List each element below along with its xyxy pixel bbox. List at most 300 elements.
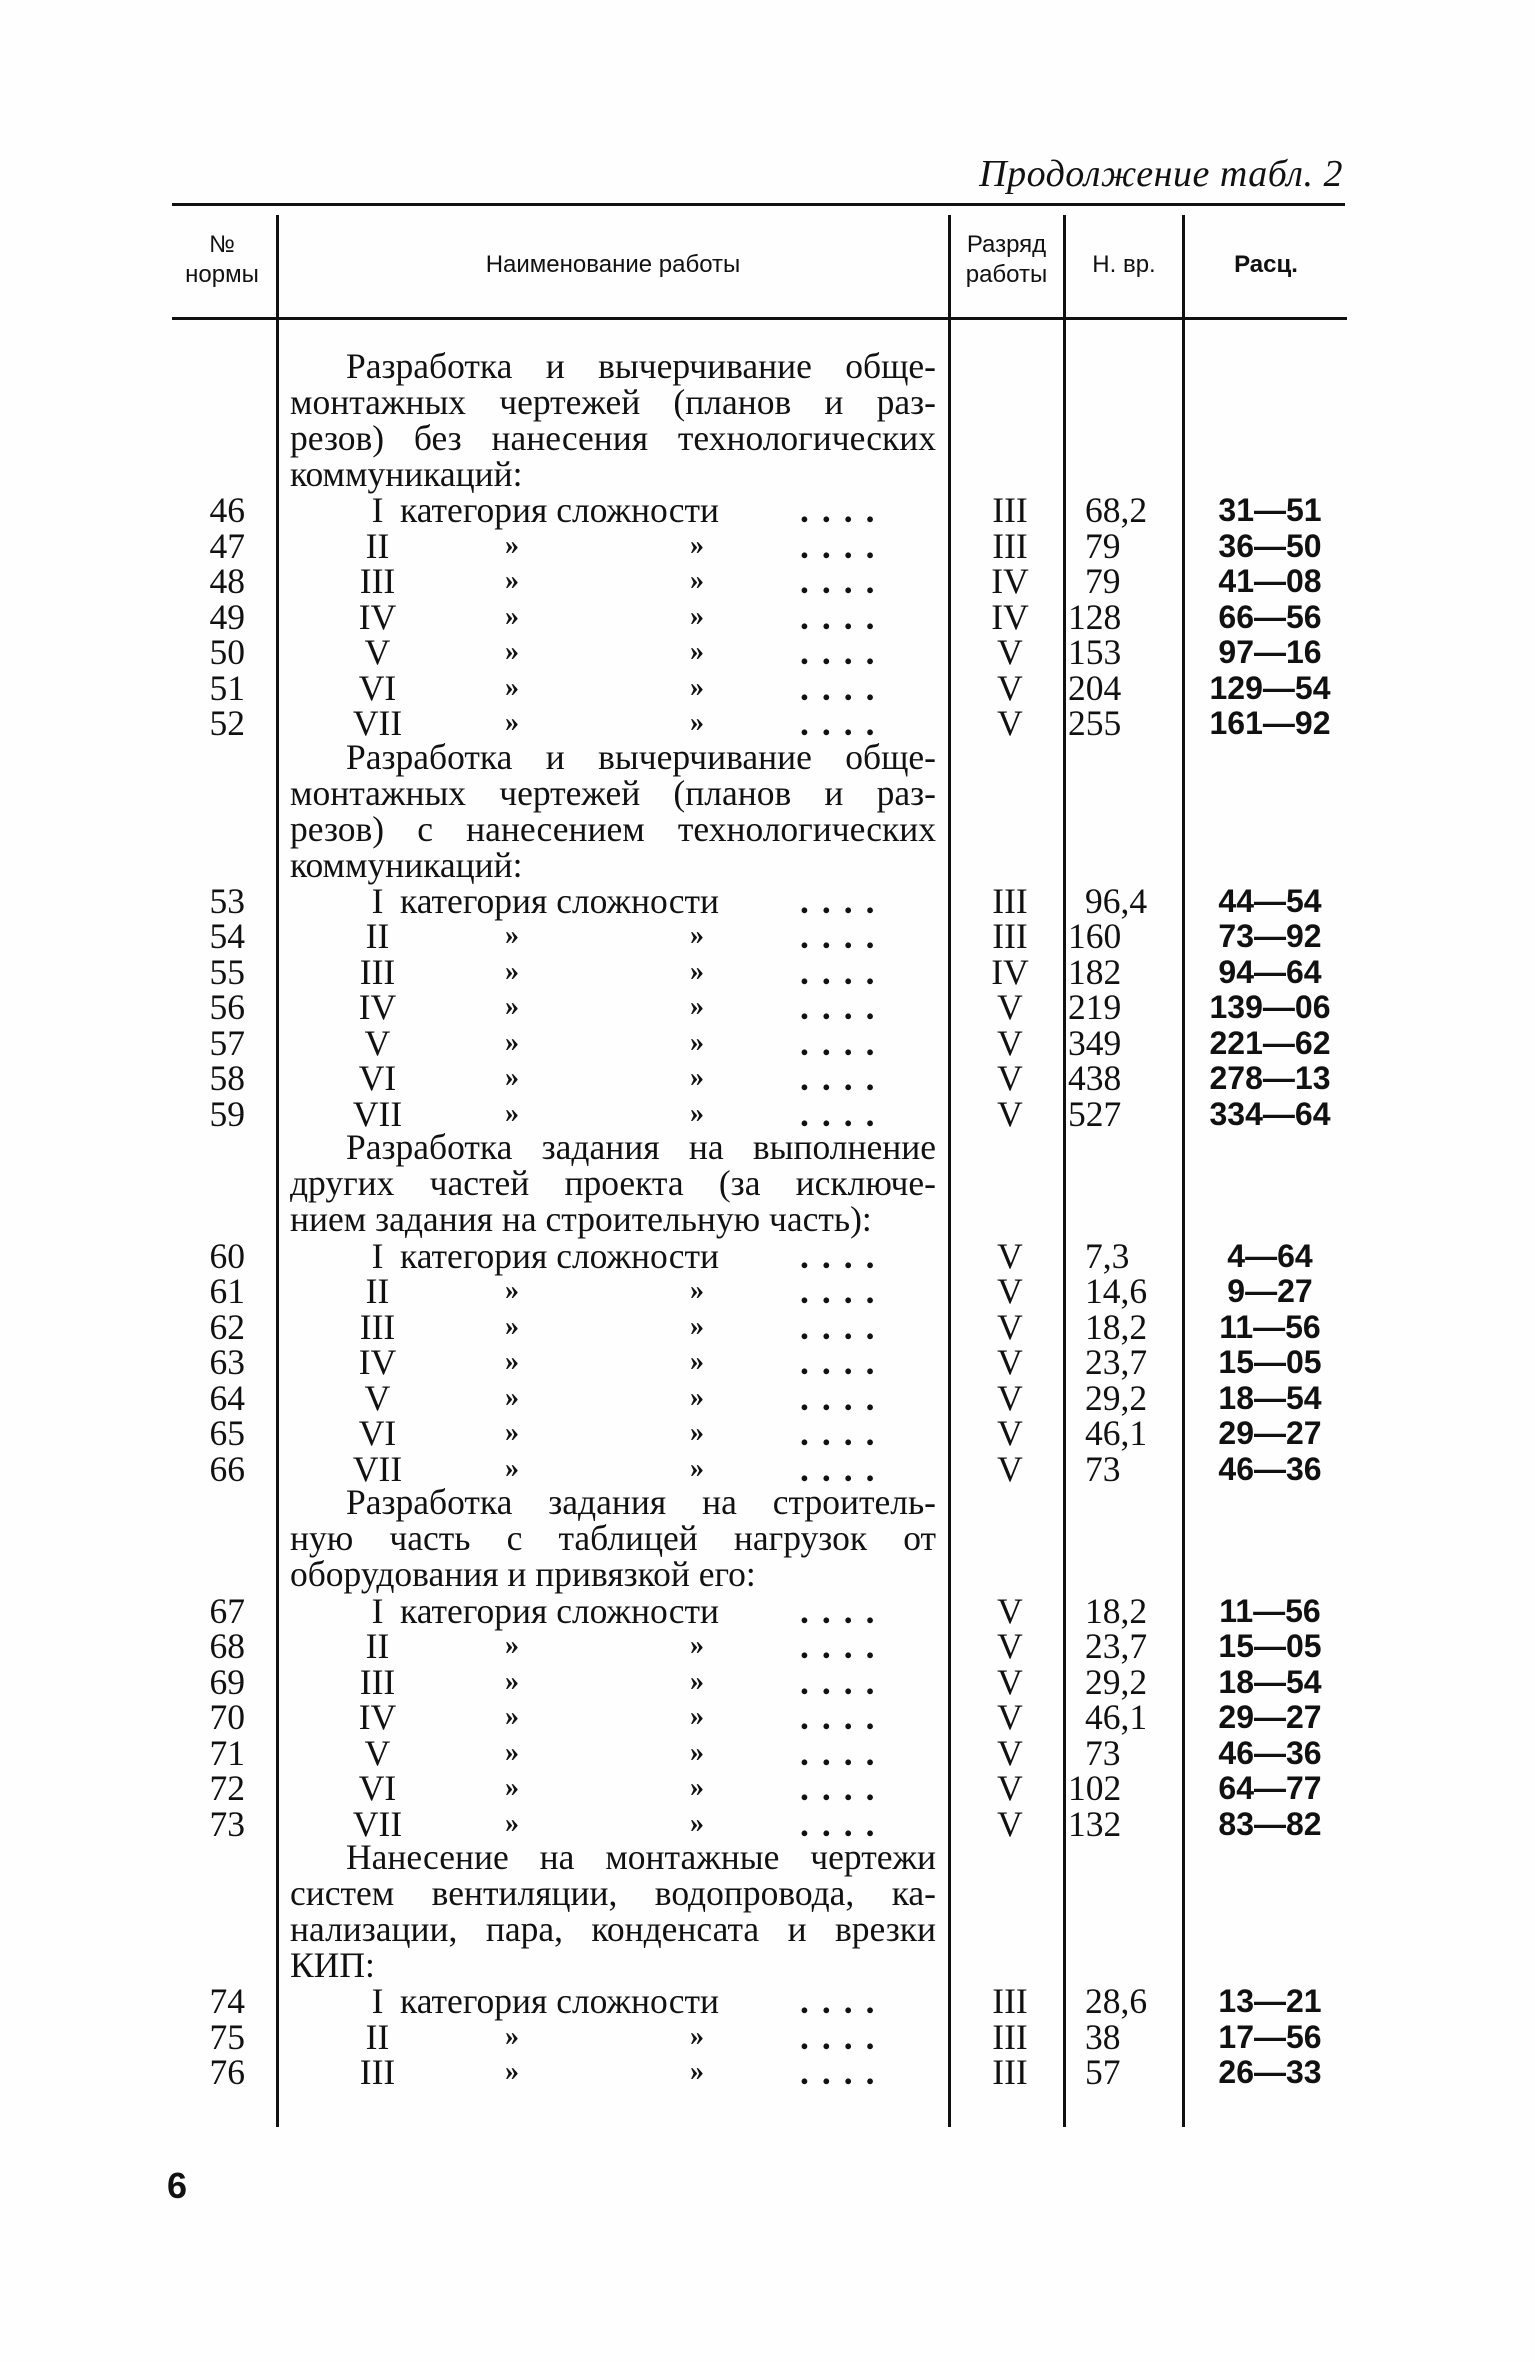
- rate-value: 36—50: [1218, 527, 1322, 564]
- leader-dots: ....: [800, 1022, 888, 1063]
- header-number-line2: нормы: [185, 261, 259, 288]
- work-rank: V: [997, 632, 1023, 672]
- time-norm: 349: [1068, 1022, 1122, 1063]
- ditto-mark: »: [505, 636, 519, 667]
- rate-value: 334—64: [1209, 1095, 1331, 1132]
- ditto-mark: »: [690, 920, 704, 951]
- ditto-mark: »: [690, 1665, 704, 1697]
- norm-number: 69: [209, 1661, 245, 1702]
- ditto-mark: »: [505, 1417, 519, 1448]
- time-norm: 255: [1068, 703, 1122, 743]
- rate-value: 278—13: [1209, 1060, 1331, 1096]
- ditto-mark: »: [690, 636, 704, 667]
- norm-number: 61: [209, 1271, 245, 1311]
- norm-number: 70: [209, 1697, 245, 1737]
- leader-dots: ....: [800, 1661, 888, 1702]
- leader-dots: ....: [800, 1377, 888, 1418]
- norm-number: 59: [209, 1093, 245, 1134]
- ditto-mark: »: [690, 707, 704, 738]
- ditto-mark: »: [505, 920, 519, 951]
- category-label: категория сложности: [400, 490, 719, 530]
- rate-value: 11—56: [1219, 1592, 1321, 1629]
- leader-dots: ....: [800, 1413, 888, 1453]
- work-rank: III: [992, 880, 1028, 921]
- category-cell: [330, 880, 950, 921]
- time-norm: 46,1: [1085, 1413, 1148, 1453]
- rate-value: 97—16: [1218, 634, 1322, 670]
- time-norm: 160: [1068, 916, 1122, 956]
- leader-dots: ....: [800, 2052, 888, 2092]
- ditto-mark: »: [690, 600, 704, 632]
- category-roman: I: [371, 490, 384, 530]
- leader-dots: ....: [800, 525, 888, 566]
- ditto-mark: »: [690, 1026, 704, 1058]
- leader-dots: ....: [800, 1590, 888, 1631]
- ditto-mark: »: [690, 1701, 704, 1732]
- leader-dots: ....: [800, 703, 888, 743]
- work-rank: III: [992, 916, 1028, 956]
- category-cell: [330, 634, 950, 670]
- rate-value: 94—64: [1218, 953, 1322, 990]
- category-roman: I: [371, 1981, 384, 2021]
- work-rank: V: [997, 1697, 1023, 1737]
- rate-value: 64—77: [1218, 1770, 1322, 1806]
- category-roman: VII: [352, 1448, 403, 1489]
- time-norm: 7,3: [1085, 1235, 1130, 1276]
- time-norm: 73: [1085, 1448, 1121, 1489]
- description-line: ную часть с таблицей нагрузок от: [290, 1518, 936, 1558]
- category-label: категория сложности: [400, 1235, 719, 1276]
- work-rank: IV: [991, 951, 1029, 992]
- description-line: Нанесение на монтажные чертежи: [346, 1837, 936, 1877]
- category-cell: [330, 1770, 950, 1806]
- header-rank: [950, 230, 1063, 290]
- work-rank: V: [997, 1413, 1023, 1453]
- time-norm: 68,2: [1085, 490, 1148, 530]
- ditto-mark: »: [690, 1630, 704, 1661]
- time-norm: 219: [1068, 987, 1122, 1027]
- norm-number: 73: [209, 1803, 245, 1844]
- group-description: [290, 1839, 936, 1983]
- description-line: оборудования и привязкой его:: [290, 1554, 756, 1594]
- norm-number: 47: [209, 525, 245, 566]
- leader-dots: ....: [800, 1768, 888, 1808]
- category-cell: [330, 989, 950, 1025]
- category-roman: IV: [358, 987, 397, 1027]
- norm-number: 54: [209, 916, 245, 956]
- column-divider-1: [276, 215, 279, 2127]
- ditto-mark: »: [690, 1452, 704, 1484]
- category-roman: V: [364, 1732, 391, 1773]
- time-norm: 38: [1085, 2016, 1121, 2057]
- time-norm: 57: [1085, 2052, 1121, 2092]
- category-roman: II: [365, 1626, 390, 1666]
- leader-dots: ....: [800, 1235, 888, 1276]
- rate-value: 4—64: [1227, 1237, 1313, 1274]
- norm-number: 66: [209, 1448, 245, 1489]
- ditto-mark: »: [690, 565, 704, 596]
- leader-dots: ....: [800, 1058, 888, 1098]
- ditto-mark: »: [690, 1381, 704, 1413]
- category-cell: [330, 1060, 950, 1096]
- work-rank: III: [992, 2016, 1028, 2057]
- page-number: 6: [167, 2165, 188, 2206]
- time-norm: 182: [1068, 951, 1122, 992]
- norm-number: 55: [209, 951, 245, 992]
- category-cell: [330, 1699, 950, 1735]
- table-top-rule: [172, 203, 1345, 206]
- ditto-mark: »: [505, 1807, 519, 1839]
- rate-value: 11—56: [1219, 1308, 1321, 1345]
- leader-dots: ....: [800, 1271, 888, 1311]
- norm-number: 58: [209, 1058, 245, 1098]
- category-roman: V: [364, 632, 391, 672]
- time-norm: 79: [1085, 525, 1121, 566]
- category-label: категория сложности: [400, 1590, 719, 1631]
- category-roman: I: [371, 1590, 384, 1631]
- category-cell: [330, 563, 950, 599]
- norm-number: 75: [209, 2016, 245, 2057]
- header-hours: Н. вр.: [1092, 251, 1156, 278]
- norm-number: 52: [209, 703, 245, 743]
- leader-dots: ....: [800, 1093, 888, 1134]
- norm-number: 56: [209, 987, 245, 1027]
- rate-value: 9—27: [1227, 1273, 1313, 1309]
- category-roman: IV: [358, 1342, 397, 1382]
- leader-dots: ....: [800, 2016, 888, 2057]
- category-roman: VI: [358, 1413, 397, 1453]
- description-line: резов) без нанесения технологических: [290, 418, 936, 458]
- norm-number: 71: [209, 1732, 245, 1773]
- category-cell: [330, 1415, 950, 1451]
- ditto-mark: »: [690, 2056, 704, 2087]
- group-description: [290, 1484, 936, 1592]
- leader-dots: ....: [800, 1626, 888, 1666]
- category-roman: VII: [352, 1803, 403, 1844]
- time-norm: 102: [1068, 1768, 1122, 1808]
- work-rank: V: [997, 1661, 1023, 1702]
- category-cell: [330, 1306, 950, 1347]
- ditto-mark: »: [505, 1275, 519, 1306]
- rate-value: 46—36: [1218, 1450, 1322, 1487]
- category-roman: II: [365, 525, 390, 566]
- time-norm: 23,7: [1085, 1626, 1148, 1666]
- category-label: категория сложности: [400, 1981, 719, 2021]
- leader-dots: ....: [800, 951, 888, 992]
- time-norm: 128: [1068, 596, 1122, 637]
- rate-value: 15—05: [1218, 1344, 1322, 1380]
- category-roman: II: [365, 2016, 390, 2057]
- category-roman: VI: [358, 1058, 397, 1098]
- header-name: Наименование работы: [485, 251, 741, 278]
- leader-dots: ....: [800, 1342, 888, 1382]
- header-number-line1: №: [209, 231, 235, 258]
- norm-number: 76: [209, 2052, 245, 2092]
- time-norm: 132: [1068, 1803, 1122, 1844]
- ditto-mark: »: [690, 1275, 704, 1306]
- work-rank: V: [997, 1377, 1023, 1418]
- description-line: нализации, пара, конденсата и врезки: [290, 1909, 936, 1949]
- leader-dots: ....: [800, 1448, 888, 1489]
- category-roman: VI: [358, 667, 397, 708]
- rate-value: 15—05: [1218, 1628, 1322, 1664]
- category-roman: VII: [352, 703, 403, 743]
- work-rank: IV: [991, 561, 1029, 601]
- header-rank-line1: Разряд: [966, 231, 1047, 258]
- description-line: других частей проекта (за исключе-: [290, 1163, 936, 1203]
- time-norm: 28,6: [1085, 1981, 1148, 2021]
- header-pay: Расц.: [1234, 251, 1298, 278]
- rate-value: 17—56: [1218, 2018, 1322, 2055]
- leader-dots: ....: [800, 880, 888, 921]
- ditto-mark: »: [505, 707, 519, 738]
- ditto-mark: »: [505, 1772, 519, 1803]
- rate-value: 18—54: [1218, 1379, 1322, 1416]
- work-rank: V: [997, 1590, 1023, 1631]
- norm-number: 63: [209, 1342, 245, 1382]
- time-norm: 29,2: [1085, 1661, 1148, 1702]
- norm-number: 50: [209, 632, 245, 672]
- category-roman: IV: [358, 596, 397, 637]
- category-cell: [330, 1983, 950, 2019]
- work-rank: V: [997, 1022, 1023, 1063]
- ditto-mark: »: [505, 1310, 519, 1342]
- time-norm: 79: [1085, 561, 1121, 601]
- rate-value: 26—33: [1218, 2054, 1322, 2090]
- ditto-mark: »: [505, 1630, 519, 1661]
- ditto-mark: »: [505, 1452, 519, 1484]
- ditto-mark: »: [505, 2056, 519, 2087]
- leader-dots: ....: [800, 490, 888, 530]
- table-caption: Продолжение табл. 2: [979, 153, 1343, 195]
- norm-number: 67: [209, 1590, 245, 1631]
- time-norm: 153: [1068, 632, 1122, 672]
- norm-number: 46: [209, 490, 245, 530]
- category-cell: [330, 1590, 950, 1631]
- norm-number: 68: [209, 1626, 245, 1666]
- category-cell: [330, 1732, 950, 1773]
- rate-value: 161—92: [1209, 705, 1331, 741]
- description-line: Разработка и вычерчивание обще-: [346, 736, 936, 777]
- description-line: Разработка задания на выполнение: [346, 1127, 936, 1167]
- rate-value: 66—56: [1218, 598, 1322, 635]
- work-rank: III: [992, 2052, 1028, 2092]
- work-rank: V: [997, 1448, 1023, 1489]
- rate-value: 83—82: [1218, 1805, 1322, 1842]
- work-rank: V: [997, 1093, 1023, 1134]
- rate-value: 29—27: [1218, 1699, 1322, 1735]
- rate-value: 73—92: [1218, 918, 1322, 954]
- group-description: [290, 1129, 936, 1237]
- category-cell: [330, 951, 950, 992]
- ditto-mark: »: [690, 1097, 704, 1129]
- norm-number: 48: [209, 561, 245, 601]
- time-norm: 18,2: [1085, 1306, 1148, 1347]
- rate-value: 29—27: [1218, 1415, 1322, 1451]
- leader-dots: ....: [800, 916, 888, 956]
- work-rank: V: [997, 1271, 1023, 1311]
- ditto-mark: »: [690, 2020, 704, 2052]
- work-rank: III: [992, 1981, 1028, 2021]
- work-rank: V: [997, 1803, 1023, 1844]
- work-rank: V: [997, 987, 1023, 1027]
- norm-number: 74: [209, 1981, 245, 2021]
- category-cell: [330, 1273, 950, 1309]
- ditto-mark: »: [505, 565, 519, 596]
- leader-dots: ....: [800, 1981, 888, 2021]
- category-roman: VII: [352, 1093, 403, 1134]
- rate-value: 18—54: [1218, 1663, 1322, 1700]
- ditto-mark: »: [690, 955, 704, 987]
- category-roman: III: [359, 561, 396, 601]
- group-description: [290, 348, 936, 492]
- category-cell: [330, 2016, 950, 2057]
- description-line: монтажных чертежей (планов и раз-: [290, 382, 936, 422]
- norm-number: 62: [209, 1306, 245, 1347]
- leader-dots: ....: [800, 1803, 888, 1844]
- leader-dots: ....: [800, 1732, 888, 1773]
- category-roman: III: [359, 1306, 396, 1347]
- rate-value: 46—36: [1218, 1734, 1322, 1771]
- norm-number: 72: [209, 1768, 245, 1808]
- ditto-mark: »: [690, 1772, 704, 1803]
- description-line: Разработка и вычерчивание обще-: [346, 346, 936, 386]
- rate-value: 139—06: [1209, 989, 1331, 1025]
- description-line: нием задания на строительную часть):: [290, 1199, 872, 1239]
- table-header-rule: [172, 317, 1347, 320]
- work-rank: III: [992, 490, 1028, 530]
- rate-value: 129—54: [1209, 669, 1331, 706]
- leader-dots: ....: [800, 1306, 888, 1347]
- ditto-mark: »: [690, 1417, 704, 1448]
- time-norm: 14,6: [1085, 1271, 1148, 1311]
- category-roman: III: [359, 2052, 396, 2092]
- ditto-mark: »: [690, 1346, 704, 1377]
- ditto-mark: »: [690, 1310, 704, 1342]
- leader-dots: ....: [800, 1697, 888, 1737]
- description-line: Разработка задания на строитель-: [346, 1482, 936, 1522]
- category-cell: [330, 918, 950, 954]
- norm-number: 49: [209, 596, 245, 637]
- category-cell: [330, 2054, 950, 2090]
- rate-value: 31—51: [1218, 492, 1322, 528]
- category-roman: IV: [358, 1697, 397, 1737]
- norm-number: 65: [209, 1413, 245, 1453]
- work-rank: V: [997, 1342, 1023, 1382]
- rate-value: 13—21: [1218, 1983, 1322, 2019]
- category-cell: [330, 1235, 950, 1276]
- work-rank: III: [992, 525, 1028, 566]
- work-rank: IV: [991, 596, 1029, 637]
- ditto-mark: »: [690, 1807, 704, 1839]
- category-roman: VI: [358, 1768, 397, 1808]
- work-rank: V: [997, 1306, 1023, 1347]
- category-cell: [330, 667, 950, 708]
- time-norm: 46,1: [1085, 1697, 1148, 1737]
- description-line: резов) с нанесением технологических: [290, 808, 936, 849]
- time-norm: 527: [1068, 1093, 1122, 1134]
- work-rank: V: [997, 703, 1023, 743]
- rate-value: 41—08: [1218, 563, 1322, 599]
- ditto-mark: »: [505, 2020, 519, 2052]
- category-cell: [330, 1661, 950, 1702]
- ditto-mark: »: [505, 991, 519, 1022]
- description-line: КИП:: [290, 1945, 375, 1985]
- leader-dots: ....: [800, 987, 888, 1027]
- ditto-mark: »: [690, 991, 704, 1022]
- time-norm: 29,2: [1085, 1377, 1148, 1418]
- time-norm: 96,4: [1085, 880, 1148, 921]
- norm-number: 60: [209, 1235, 245, 1276]
- category-roman: V: [364, 1022, 391, 1063]
- norm-number: 51: [209, 667, 245, 708]
- ditto-mark: »: [505, 1736, 519, 1768]
- category-label: категория сложности: [400, 880, 719, 921]
- description-line: монтажных чертежей (планов и раз-: [290, 772, 936, 813]
- ditto-mark: »: [505, 600, 519, 632]
- leader-dots: ....: [800, 561, 888, 601]
- category-cell: [330, 1022, 950, 1063]
- ditto-mark: »: [690, 1062, 704, 1093]
- category-roman: II: [365, 1271, 390, 1311]
- leader-dots: ....: [800, 596, 888, 637]
- ditto-mark: »: [505, 1062, 519, 1093]
- time-norm: 23,7: [1085, 1342, 1148, 1382]
- ditto-mark: »: [505, 1665, 519, 1697]
- time-norm: 204: [1068, 667, 1122, 708]
- work-rank: V: [997, 1768, 1023, 1808]
- norm-number: 64: [209, 1377, 245, 1418]
- category-cell: [330, 705, 950, 741]
- leader-dots: ....: [800, 632, 888, 672]
- rate-value: 44—54: [1218, 882, 1322, 919]
- rate-value: 221—62: [1209, 1024, 1331, 1061]
- category-cell: [330, 1344, 950, 1380]
- ditto-mark: »: [505, 671, 519, 703]
- work-rank: V: [997, 1058, 1023, 1098]
- work-rank: V: [997, 667, 1023, 708]
- time-norm: 438: [1068, 1058, 1122, 1098]
- category-cell: [330, 596, 950, 637]
- category-roman: I: [371, 1235, 384, 1276]
- group-description: [290, 736, 936, 885]
- time-norm: 18,2: [1085, 1590, 1148, 1631]
- category-roman: III: [359, 951, 396, 992]
- description-line: систем вентиляции, водопровода, ка-: [290, 1873, 936, 1913]
- ditto-mark: »: [690, 671, 704, 703]
- norm-number: 57: [209, 1022, 245, 1063]
- ditto-mark: »: [690, 529, 704, 561]
- category-roman: II: [365, 916, 390, 956]
- category-cell: [330, 1628, 950, 1664]
- ditto-mark: »: [505, 955, 519, 987]
- description-line: коммуникаций:: [290, 844, 523, 885]
- category-roman: I: [371, 880, 384, 921]
- ditto-mark: »: [505, 1381, 519, 1413]
- category-roman: III: [359, 1661, 396, 1702]
- work-rank: V: [997, 1732, 1023, 1773]
- ditto-mark: »: [505, 1701, 519, 1732]
- time-norm: 73: [1085, 1732, 1121, 1773]
- leader-dots: ....: [800, 667, 888, 708]
- ditto-mark: »: [505, 1026, 519, 1058]
- category-roman: V: [364, 1377, 391, 1418]
- ditto-mark: »: [505, 1097, 519, 1129]
- work-rank: V: [997, 1235, 1023, 1276]
- column-divider-3: [1063, 215, 1066, 2127]
- ditto-mark: »: [505, 1346, 519, 1377]
- header-number: [172, 230, 272, 290]
